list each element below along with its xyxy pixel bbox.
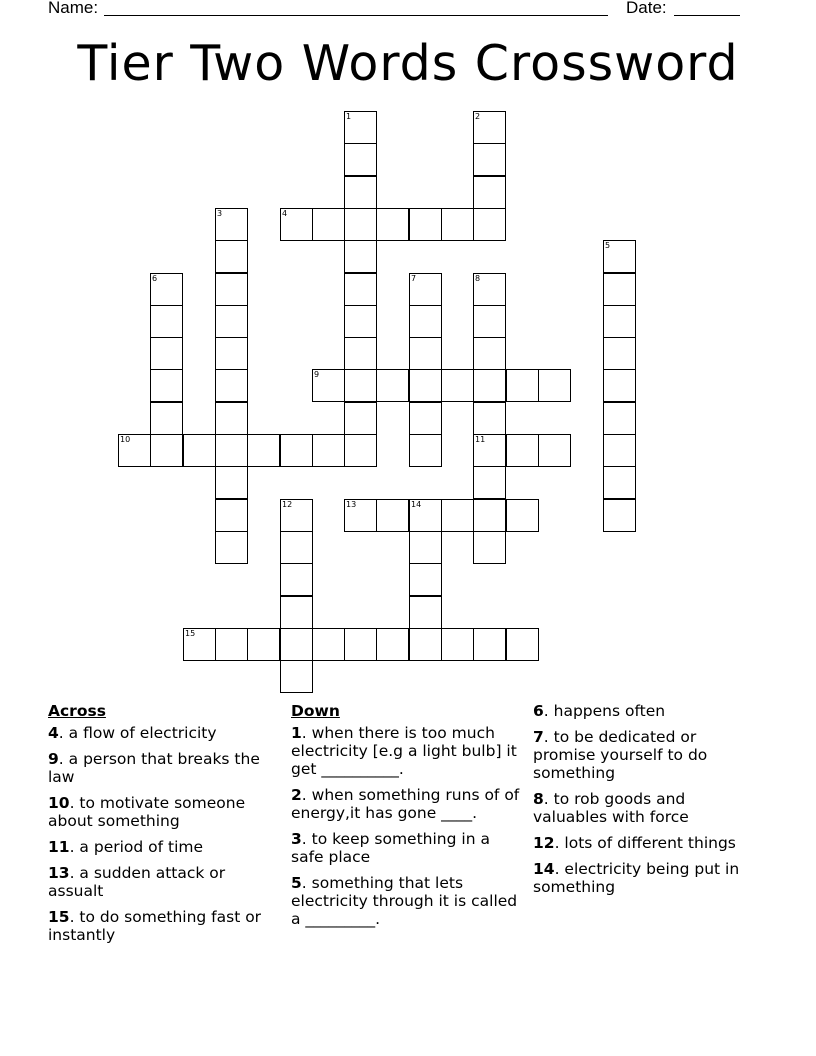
cell-number: 9	[314, 370, 320, 379]
grid-cell[interactable]	[603, 273, 636, 306]
grid-cell[interactable]	[344, 111, 377, 144]
grid-cell[interactable]	[376, 628, 409, 661]
clue-text: . a person that breaks the law	[48, 750, 260, 786]
grid-cell[interactable]	[603, 337, 636, 370]
grid-cell[interactable]	[344, 402, 377, 435]
grid-cell[interactable]	[603, 305, 636, 338]
cell-number: 13	[346, 500, 357, 509]
grid-cell[interactable]	[215, 402, 248, 435]
grid-cell[interactable]	[409, 208, 442, 241]
grid-cell[interactable]	[344, 434, 377, 467]
clue-text: . when something runs of of energy,it has gone ____.	[291, 786, 520, 822]
grid-cell[interactable]	[506, 369, 539, 402]
grid-cell[interactable]	[506, 628, 539, 661]
clue-text: . happens often	[543, 702, 666, 720]
page-title: Tier Two Words Crossword	[77, 35, 739, 92]
grid-cell[interactable]	[441, 208, 474, 241]
clue-number: 15	[48, 908, 70, 926]
clue-text: . electricity being put in something	[533, 860, 740, 896]
clue-number: 10	[48, 794, 70, 812]
grid-cell[interactable]	[312, 628, 345, 661]
grid-cell[interactable]	[473, 434, 506, 467]
clue-item	[533, 834, 753, 852]
grid-cell[interactable]	[538, 434, 571, 467]
cell-number: 5	[605, 241, 611, 250]
grid-cell[interactable]	[473, 111, 506, 144]
grid-cell[interactable]	[409, 369, 442, 402]
grid-cell[interactable]	[280, 596, 313, 629]
clue-item	[533, 728, 753, 782]
clue-number: 13	[48, 864, 70, 882]
grid-cell[interactable]	[215, 369, 248, 402]
grid-cell[interactable]	[344, 240, 377, 273]
grid-cell[interactable]	[506, 499, 539, 532]
grid-cell[interactable]	[280, 499, 313, 532]
grid-cell[interactable]	[280, 434, 313, 467]
clue-item	[48, 838, 273, 856]
grid-cell[interactable]	[118, 434, 151, 467]
clue-item	[48, 750, 273, 786]
grid-cell[interactable]	[473, 273, 506, 306]
clue-text: . when there is too much electricity [e.g a light bulb] it get __________.	[291, 724, 517, 778]
grid-cell[interactable]	[344, 305, 377, 338]
cell-number: 4	[282, 209, 288, 218]
across-heading: Across	[48, 702, 106, 720]
grid-cell[interactable]	[247, 628, 280, 661]
grid-cell[interactable]	[473, 499, 506, 532]
grid-cell[interactable]	[409, 628, 442, 661]
clues-down-column-continued	[533, 702, 753, 904]
grid-cell[interactable]	[409, 531, 442, 564]
clue-number: 8	[533, 790, 544, 808]
grid-cell[interactable]	[280, 208, 313, 241]
clue-item	[533, 702, 753, 720]
grid-cell[interactable]	[473, 628, 506, 661]
clue-item	[48, 908, 273, 944]
cell-number: 8	[475, 274, 481, 283]
clue-item	[291, 724, 523, 778]
grid-cell[interactable]	[506, 434, 539, 467]
grid-cell[interactable]	[344, 176, 377, 209]
clues-across-column	[48, 702, 273, 952]
clue-number: 6	[533, 702, 544, 720]
grid-cell[interactable]	[409, 273, 442, 306]
cell-number: 10	[120, 435, 131, 444]
grid-cell[interactable]	[312, 434, 345, 467]
clue-number: 1	[291, 724, 302, 742]
grid-cell[interactable]	[150, 402, 183, 435]
down-clue-list-continued	[533, 702, 753, 896]
grid-cell[interactable]	[280, 660, 313, 693]
date-label: Date:	[626, 0, 667, 17]
grid-cell[interactable]	[603, 434, 636, 467]
clue-text: . to do something fast or instantly	[48, 908, 262, 944]
clue-item	[291, 786, 523, 822]
grid-cell[interactable]	[150, 337, 183, 370]
clue-item	[291, 830, 523, 866]
grid-cell[interactable]	[473, 466, 506, 499]
grid-cell[interactable]	[280, 563, 313, 596]
grid-cell[interactable]	[215, 434, 248, 467]
clue-text: . to rob goods and valuables with force	[533, 790, 689, 826]
clue-number: 11	[48, 838, 70, 856]
clue-item	[533, 790, 753, 826]
grid-cell[interactable]	[441, 499, 474, 532]
grid-cell[interactable]	[247, 434, 280, 467]
grid-cell[interactable]	[376, 208, 409, 241]
grid-cell[interactable]	[473, 176, 506, 209]
grid-cell[interactable]	[280, 628, 313, 661]
down-heading: Down	[291, 702, 340, 720]
grid-cell[interactable]	[344, 273, 377, 306]
grid-cell[interactable]	[603, 499, 636, 532]
name-label: Name:	[48, 0, 99, 17]
grid-cell[interactable]	[215, 466, 248, 499]
grid-cell[interactable]	[603, 466, 636, 499]
cell-number: 2	[475, 112, 481, 121]
clue-text: . to keep something in a safe place	[291, 830, 490, 866]
grid-cell[interactable]	[603, 402, 636, 435]
grid-cell[interactable]	[409, 596, 442, 629]
clue-text: . lots of different things	[554, 834, 736, 852]
clue-item	[48, 724, 273, 742]
cell-number: 15	[185, 629, 196, 638]
clue-text: . something that lets electricity through it is called a _________.	[291, 874, 518, 928]
clue-number: 9	[48, 750, 59, 768]
cell-number: 6	[152, 274, 158, 283]
grid-cell[interactable]	[409, 305, 442, 338]
grid-cell[interactable]	[215, 531, 248, 564]
grid-cell[interactable]	[441, 628, 474, 661]
grid-cell[interactable]	[409, 434, 442, 467]
grid-cell[interactable]	[376, 499, 409, 532]
grid-cell[interactable]	[215, 628, 248, 661]
clue-text: . a flow of electricity	[58, 724, 217, 742]
down-clue-list	[291, 724, 523, 928]
cell-number: 11	[475, 435, 486, 444]
grid-cell[interactable]	[473, 369, 506, 402]
clue-text: . to motivate someone about something	[48, 794, 246, 830]
clue-number: 4	[48, 724, 59, 742]
across-clue-list	[48, 724, 273, 944]
clue-text: . a sudden attack or assualt	[48, 864, 226, 900]
clue-item	[48, 794, 273, 830]
grid-cell[interactable]	[150, 273, 183, 306]
grid-cell[interactable]	[344, 337, 377, 370]
grid-cell[interactable]	[409, 563, 442, 596]
grid-cell[interactable]	[473, 305, 506, 338]
grid-cell[interactable]	[215, 337, 248, 370]
grid-cell[interactable]	[344, 499, 377, 532]
grid-cell[interactable]	[603, 369, 636, 402]
grid-cell[interactable]	[280, 531, 313, 564]
grid-cell[interactable]	[183, 628, 216, 661]
grid-cell[interactable]	[150, 305, 183, 338]
grid-cell[interactable]	[441, 369, 474, 402]
grid-cell[interactable]	[473, 143, 506, 176]
grid-cell[interactable]	[538, 369, 571, 402]
clue-text: . a period of time	[69, 838, 204, 856]
grid-cell[interactable]	[409, 337, 442, 370]
grid-cell[interactable]	[473, 337, 506, 370]
grid-cell[interactable]	[603, 240, 636, 273]
clue-number: 2	[291, 786, 302, 804]
grid-cell[interactable]	[215, 499, 248, 532]
cell-number: 7	[411, 274, 417, 283]
grid-cell[interactable]	[344, 143, 377, 176]
cell-number: 12	[282, 500, 293, 509]
grid-cell[interactable]	[215, 208, 248, 241]
clue-number: 14	[533, 860, 555, 878]
clue-number: 7	[533, 728, 544, 746]
grid-cell[interactable]	[312, 208, 345, 241]
grid-cell[interactable]	[183, 434, 216, 467]
grid-cell[interactable]	[215, 240, 248, 273]
clue-number: 5	[291, 874, 302, 892]
grid-cell[interactable]	[473, 402, 506, 435]
grid-cell[interactable]	[150, 434, 183, 467]
clue-item	[48, 864, 273, 900]
grid-cell[interactable]	[376, 369, 409, 402]
grid-cell[interactable]	[473, 531, 506, 564]
grid-cell[interactable]	[215, 305, 248, 338]
clue-item	[533, 860, 753, 896]
grid-cell[interactable]	[344, 369, 377, 402]
clue-item	[291, 874, 523, 928]
grid-cell[interactable]	[344, 208, 377, 241]
grid-cell[interactable]	[150, 369, 183, 402]
grid-cell[interactable]	[312, 369, 345, 402]
grid-cell[interactable]	[215, 273, 248, 306]
grid-cell[interactable]	[409, 499, 442, 532]
grid-cell[interactable]	[344, 628, 377, 661]
grid-cell[interactable]	[409, 402, 442, 435]
grid-cell[interactable]	[473, 208, 506, 241]
cell-number: 14	[411, 500, 422, 509]
cell-number: 1	[346, 112, 352, 121]
clues-down-column	[291, 702, 523, 936]
cell-number: 3	[217, 209, 223, 218]
clue-number: 3	[291, 830, 302, 848]
clue-number: 12	[533, 834, 555, 852]
clue-text: . to be dedicated or promise yourself to do something	[533, 728, 708, 782]
